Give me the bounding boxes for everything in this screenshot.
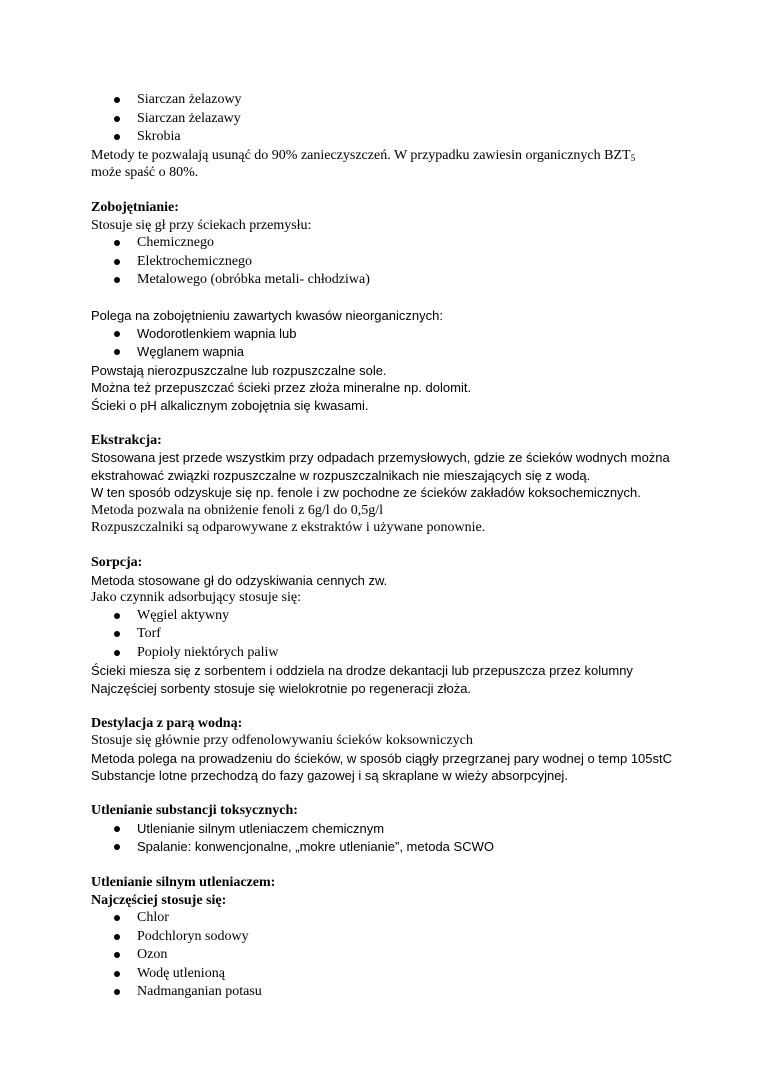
paragraph-line: Stosuje się głównie przy odfenolowywaniu ścieków koksowniczych	[91, 733, 473, 748]
list-item: Wodę utlenioną	[91, 965, 681, 984]
paragraph-line: Można też przepuszczać ścieki przez złoża mineralne np. dolomit.	[91, 380, 472, 395]
paragraph-line: może spaść o 80%.	[91, 165, 199, 180]
list-item: Węgiel aktywny	[91, 607, 681, 626]
paragraph-line: Najczęściej sorbenty stosuje się wielokrotnie po regeneracji złoża.	[91, 680, 472, 696]
list-item: Nadmanganian potasu	[91, 983, 681, 1002]
list-item: Chlor	[91, 909, 681, 928]
paragraph-line: Jako czynnik adsorbujący stosuje się:	[91, 590, 301, 605]
paragraph-line: Powstają nierozpuszczalne lub rozpuszczalne sole.	[91, 362, 387, 378]
paragraph-line: Rozpuszczalniki są odparowywane z ekstraktów i używane ponownie.	[91, 520, 486, 535]
list-item: Siarczan żelazawy	[91, 110, 681, 129]
list-item: Ozon	[91, 946, 681, 965]
bullet-icon	[114, 116, 120, 122]
bullet-icon	[114, 989, 120, 995]
section-heading: Destylacja z parą wodną:	[91, 715, 243, 731]
paragraph-line: Stosuje się gł przy ściekach przemysłu:	[91, 217, 312, 233]
list-item: Spalanie: konwencjonalne, „mokre utlenianie”, metoda SCWO	[91, 838, 681, 857]
paragraph-line: ekstrahować związki rozpuszczalne w rozpuszczalnikach nie mieszających się z wodą.	[91, 467, 591, 483]
list-item: Podchloryn sodowy	[91, 928, 681, 947]
list-item: Siarczan żelazowy	[91, 91, 681, 110]
subscript: 5	[630, 152, 636, 163]
section-heading: Utlenianie substancji toksycznych:	[91, 803, 298, 818]
paragraph-line: Stosowana jest przede wszystkim przy odpadach przemysłowych, gdzie ze ścieków wodnych można	[91, 450, 670, 465]
list-item: Skrobia	[91, 128, 681, 147]
list-item: Metalowego (obróbka metali- chłodziwa)	[91, 271, 681, 290]
bullet-icon	[114, 240, 120, 246]
section-heading: Zobojętnianie:	[91, 200, 179, 215]
bullet-icon	[114, 259, 120, 265]
document-content	[91, 91, 681, 1002]
section-heading: Ekstrakcja:	[91, 432, 162, 448]
paragraph-line: Metoda polega na prowadzeniu do ścieków, w sposób ciągły przegrzanej pary wodnej o temp 105stC	[91, 750, 673, 766]
paragraph-line: Ścieki o pH alkalicznym zobojętnia się kwasami.	[91, 397, 369, 413]
bullet-icon	[114, 134, 120, 140]
paragraph-line: Metoda pozwala na obniżenie fenoli z 6g/l do 0,5g/l	[91, 502, 383, 518]
bullet-icon	[114, 613, 120, 619]
list-item: Elektrochemicznego	[91, 253, 681, 272]
paragraph-line: Metoda stosowane gł do odzyskiwania cennych zw.	[91, 572, 388, 588]
bullet-icon	[114, 331, 120, 337]
section-subheading: Najczęściej stosuje się:	[91, 892, 227, 908]
list-item: Popioły niektórych paliw	[91, 644, 681, 663]
bullet-icon	[114, 826, 120, 832]
bullet-icon	[114, 934, 120, 940]
bullet-icon	[114, 97, 120, 103]
paragraph-line: W ten sposób odzyskuje się np. fenole i zw pochodne ze ścieków zakładów koksochemicznych.	[91, 485, 641, 500]
section-heading: Sorpcja:	[91, 555, 143, 570]
paragraph-line: Polega na zobojętnieniu zawartych kwasów nieorganicznych:	[91, 308, 443, 323]
paragraph-line: Metody te pozwalają usunąć do 90% zanieczyszczeń. W przypadku zawiesin organicznych $BZT_5$	[91, 147, 636, 163]
bullet-icon	[114, 277, 120, 283]
list-item: Wodorotlenkiem wapnia lub	[91, 325, 681, 344]
list-item: Chemicznego	[91, 234, 681, 253]
bullet-icon	[114, 952, 120, 958]
bullet-icon	[114, 844, 120, 850]
bullet-icon	[114, 971, 120, 977]
bullet-icon	[114, 349, 120, 355]
list-item: Torf	[91, 625, 681, 644]
bullet-icon	[114, 915, 120, 921]
paragraph-line: Substancje lotne przechodzą do fazy gazowej i są skraplane w wieży absorpcyjnej.	[91, 768, 568, 783]
section-heading: Utlenianie silnym utleniaczem:	[91, 875, 276, 890]
paragraph-line: Ścieki miesza się z sorbentem i oddziela na drodze dekantacji lub przepuszcza przez kolumny	[91, 663, 633, 678]
list-item: Utlenianie silnym utleniaczem chemicznym	[91, 820, 681, 839]
bullet-icon	[114, 631, 120, 637]
list-item: Węglanem wapnia	[91, 343, 681, 362]
bullet-icon	[114, 650, 120, 656]
